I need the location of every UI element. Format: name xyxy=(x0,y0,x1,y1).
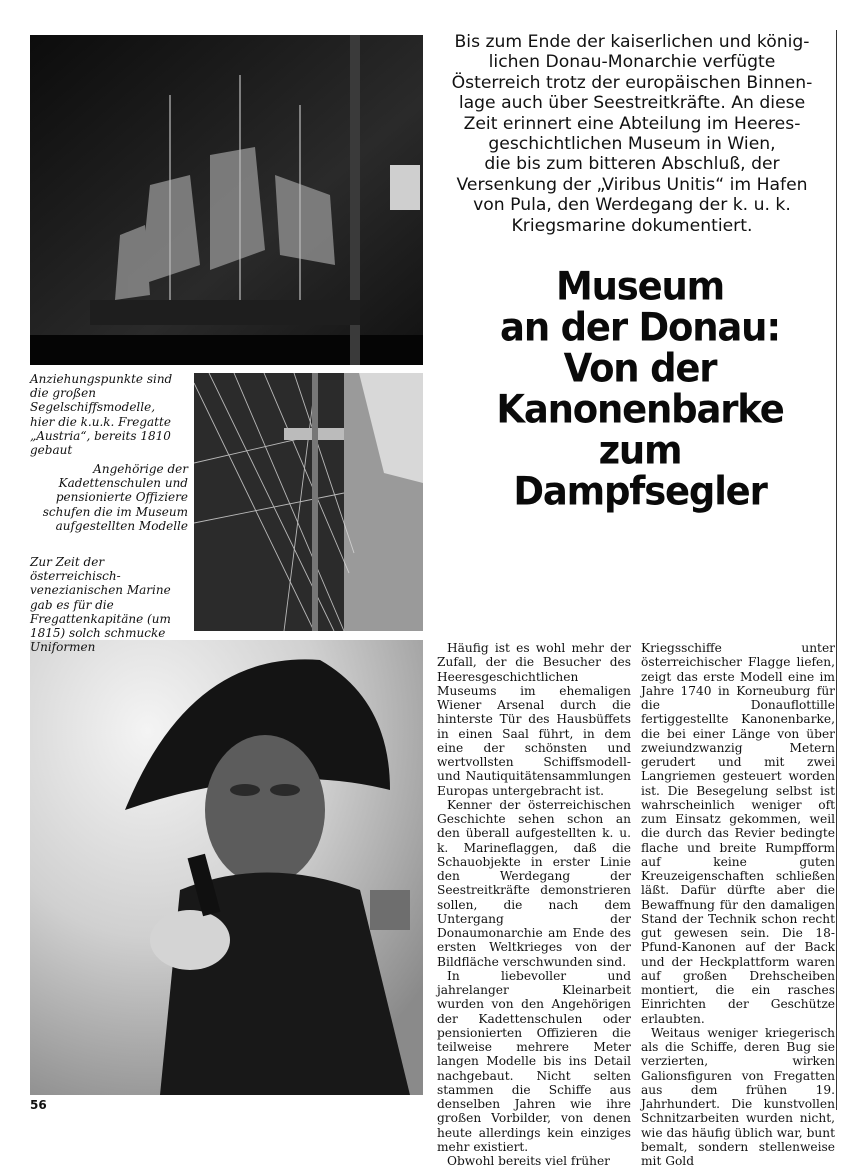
intro-line: geschichtlichen Museum in Wien, xyxy=(488,134,776,155)
body-column-2 xyxy=(641,641,835,1168)
headline-line: Kanonenbarke xyxy=(496,386,784,433)
headline-line: zum xyxy=(598,427,682,474)
intro-lead xyxy=(433,32,831,236)
body-paragraph: Kenner der österreichischen Geschichte sehen schon an den überall aufgestellten k. u. k. Marineflaggen, daß die Schauobjekte in erster Linie den Werdegang der Seestreitkräfte demonstrieren sollen, die nach dem Untergang der Donaumonarchie am Ende des ersten Weltkrieges von der Bildfläche verschwunden sind. xyxy=(437,797,631,969)
caption-uniforms: Zur Zeit der österreichisch-venezianischen Marine gab es für die Fregattenkapitäne (um 1815) solch schmucke Uniformen xyxy=(30,555,171,655)
intro-line: lichen Donau-Monarchie verfügte xyxy=(488,52,776,73)
body-paragraph: Kriegsschiffe unter österreichischer Flagge liefen, zeigt das erste Modell eine im Jahre 1740 in Korneuburg für die Donauflottille fertiggestellte Kanonenbarke, die bei einer Länge von über zweiundzwanzig Metern gerudert und mit zwei Langriemen gesteuert worden ist. Die Besegelung selbst ist wahrscheinlich weniger oft zum Einsatz gekommen, weil die durch das Revier bedingte flache und breite Rumpfform auf keine guten Kreuzeigenschaften schließen läßt. Dafür dürfte aber die Bewaffnung für den damaligen Stand der Technik schon recht gut gewesen sein. Die 18-Pfund-Kanonen auf der Back und der Heckplattform waren auf großen Drehscheiben montiert, die ein rasches Einrichten der Geschütze erlaubten. xyxy=(641,641,835,1026)
intro-line: Österreich trotz der europäischen Binnen- xyxy=(451,72,813,93)
intro-line: Versenkung der „Viribus Unitis“ im Hafen xyxy=(456,174,808,195)
frigate-captain-uniform-photo xyxy=(30,640,423,1095)
intro-line: Kriegsmarine dokumentiert. xyxy=(511,215,753,236)
body-paragraph: Häufig ist es wohl mehr der Zufall, der die Besucher des Heeresgeschichtlichen Museums im ehemaligen Wiener Arsenal durch die hinterste Tür des Hausbüffets in einen Saal führt, in dem eine der schönsten und wertvollsten Schiffsmodell- und Nautiquitätensammlungen Europas untergebracht ist. xyxy=(437,641,631,798)
headline-line: Museum xyxy=(556,263,724,310)
caption-model-builders: Angehörige der Kadettenschulen und pensionierte Offiziere schufen die im Museum aufgestellten Modelle xyxy=(42,462,188,533)
intro-line: Zeit erinnert eine Abteilung im Heeres- xyxy=(463,113,801,134)
body-paragraph: Weitaus weniger kriegerisch als die Schiffe, deren Bug sie verzierten, wirken Galionsfiguren von Fregatten aus dem frühen 19. Jahrhundert. Die kunstvollen Schnitzarbeiten wurden nicht, wie das häufig üblich war, bunt bemalt, sondern stellenweise mit Gold xyxy=(641,1025,835,1168)
page-edge-rule xyxy=(836,30,837,1110)
body-paragraph: In liebevoller und jahrelanger Kleinarbeit wurden von den Angehörigen der Kadettenschulen oder pensionierten Offizieren die teilweise mehrere Meter langen Modelle bis ins Detail nachgebaut. Nicht selten stammen die Schiffe aus denselben Jahren wie ihre großen Vorbilder, von denen heute allerdings kein einziges mehr existiert. xyxy=(437,968,631,1154)
page-number: 56 xyxy=(30,1098,47,1112)
intro-line: von Pula, den Werdegang der k. u. k. xyxy=(473,195,791,216)
caption-frigate-austria: Anziehungspunkte sind die großen Segelschiffsmodelle, hier die k.u.k. Fregatte „Austria“, bereits 1810 gebaut xyxy=(30,372,173,458)
headline-line: Von der xyxy=(563,345,717,392)
intro-line: lage auch über Seestreitkräfte. An diese xyxy=(458,93,806,114)
intro-line: Bis zum Ende der kaiserlichen und könig- xyxy=(454,32,810,52)
body-column-1 xyxy=(437,641,631,1168)
intro-line: die bis zum bitteren Abschluß, der xyxy=(484,154,780,175)
frigate-rigging-photo xyxy=(194,373,423,631)
ship-models-photo xyxy=(30,35,423,365)
article-headline xyxy=(440,263,840,515)
headline-line: an der Donau: xyxy=(500,304,780,351)
body-paragraph: Obwohl bereits viel früher xyxy=(447,1154,611,1168)
headline-line: Dampfsegler xyxy=(513,468,767,515)
